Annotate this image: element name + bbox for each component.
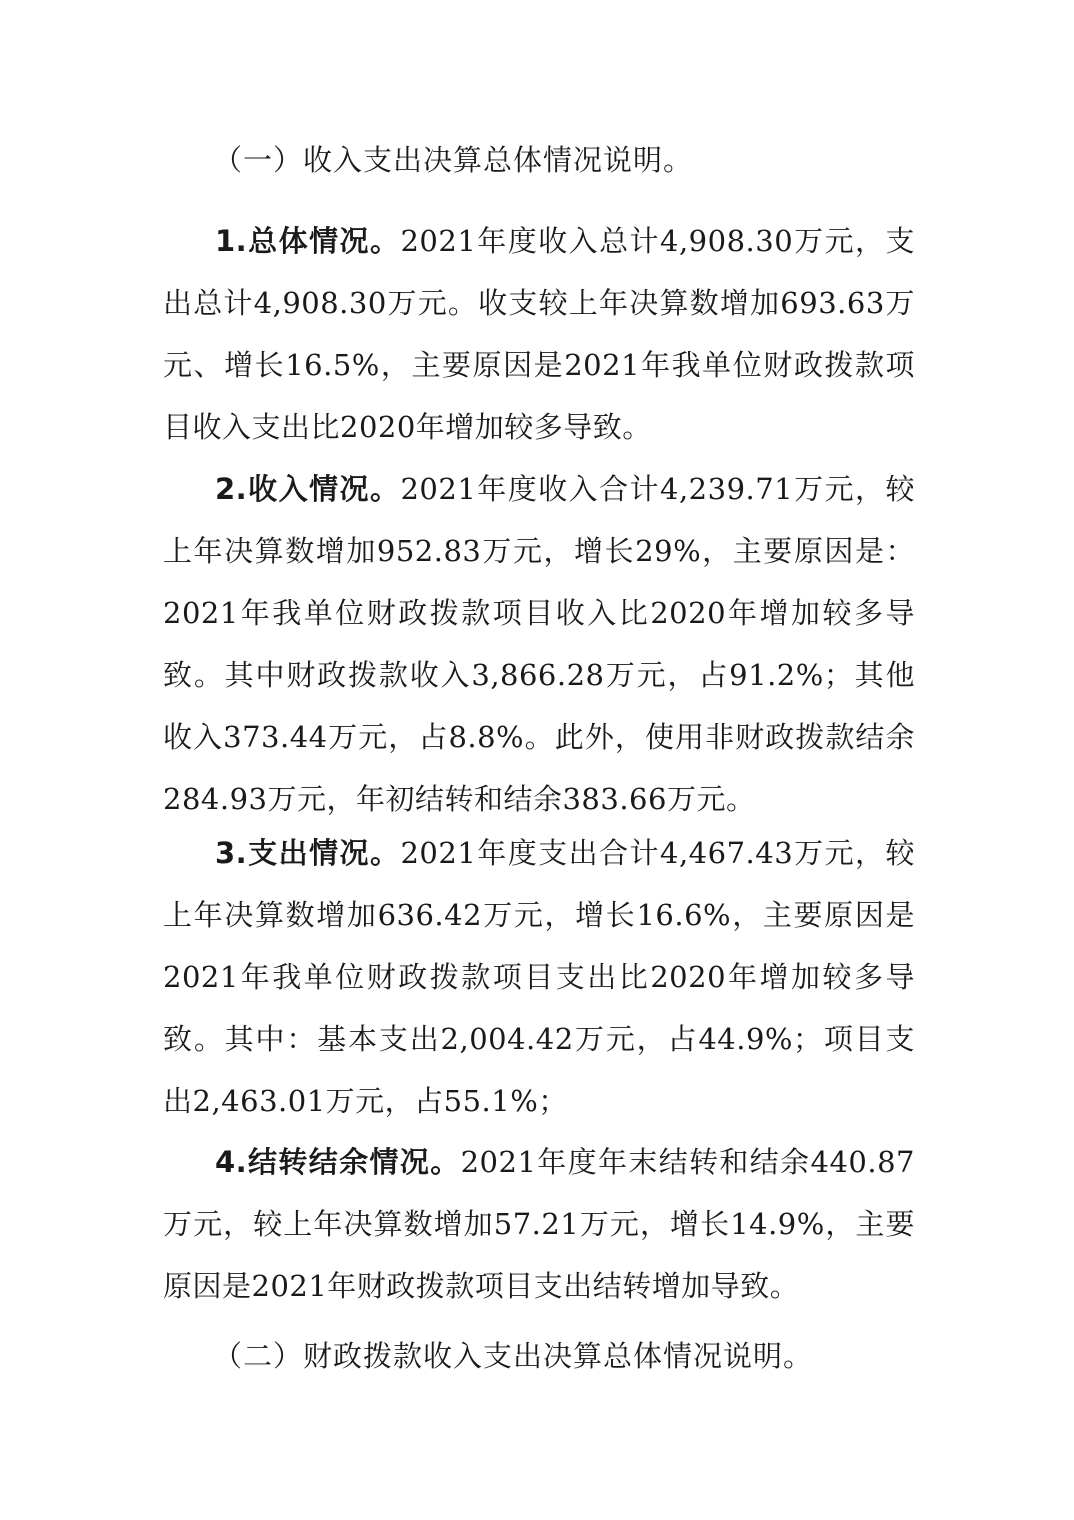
- paragraph-body: 2021年度收入总计4,908.30万元，支出总计4,908.30万元。收支较上年决算数增加693.63万元、增长16.5%，主要原因是2021年我单位财政拨款项目收入支出比2020年增加较多导致。: [163, 224, 915, 444]
- paragraph-title: 3.支出情况。: [215, 836, 401, 870]
- paragraph-title: 4.结转结余情况。: [215, 1145, 461, 1179]
- paragraph-carryover: [163, 1131, 915, 1317]
- section-heading-1: （一）收入支出决算总体情况说明。: [213, 143, 694, 177]
- paragraph-expenditure: [163, 822, 915, 1132]
- paragraph-body: 2021年度收入合计4,239.71万元，较上年决算数增加952.83万元，增长29%，主要原因是：2021年我单位财政拨款项目收入比2020年增加较多导致。其中财政拨款收入3,866.28万元，占91.2%；其他收入373.44万元，占8.8%。此外，使用非财政拨款结余284.93万元，年初结转和结余383.66万元。: [163, 472, 915, 816]
- paragraph-income: [163, 458, 915, 830]
- paragraph-overall: [163, 210, 915, 458]
- paragraph-body: 2021年度年末结转和结余440.87万元，较上年决算数增加57.21万元，增长14.9%，主要原因是2021年财政拨款项目支出结转增加导致。: [163, 1145, 915, 1303]
- paragraph-title: 1.总体情况。: [215, 224, 401, 258]
- section-heading-2: （二）财政拨款收入支出决算总体情况说明。: [213, 1339, 814, 1373]
- paragraph-body: 2021年度支出合计4,467.43万元，较上年决算数增加636.42万元，增长16.6%，主要原因是2021年我单位财政拨款项目支出比2020年增加较多导致。其中：基本支出2,004.42万元，占44.9%；项目支出2,463.01万元，占55.1%；: [163, 836, 915, 1118]
- paragraph-title: 2.收入情况。: [215, 472, 401, 506]
